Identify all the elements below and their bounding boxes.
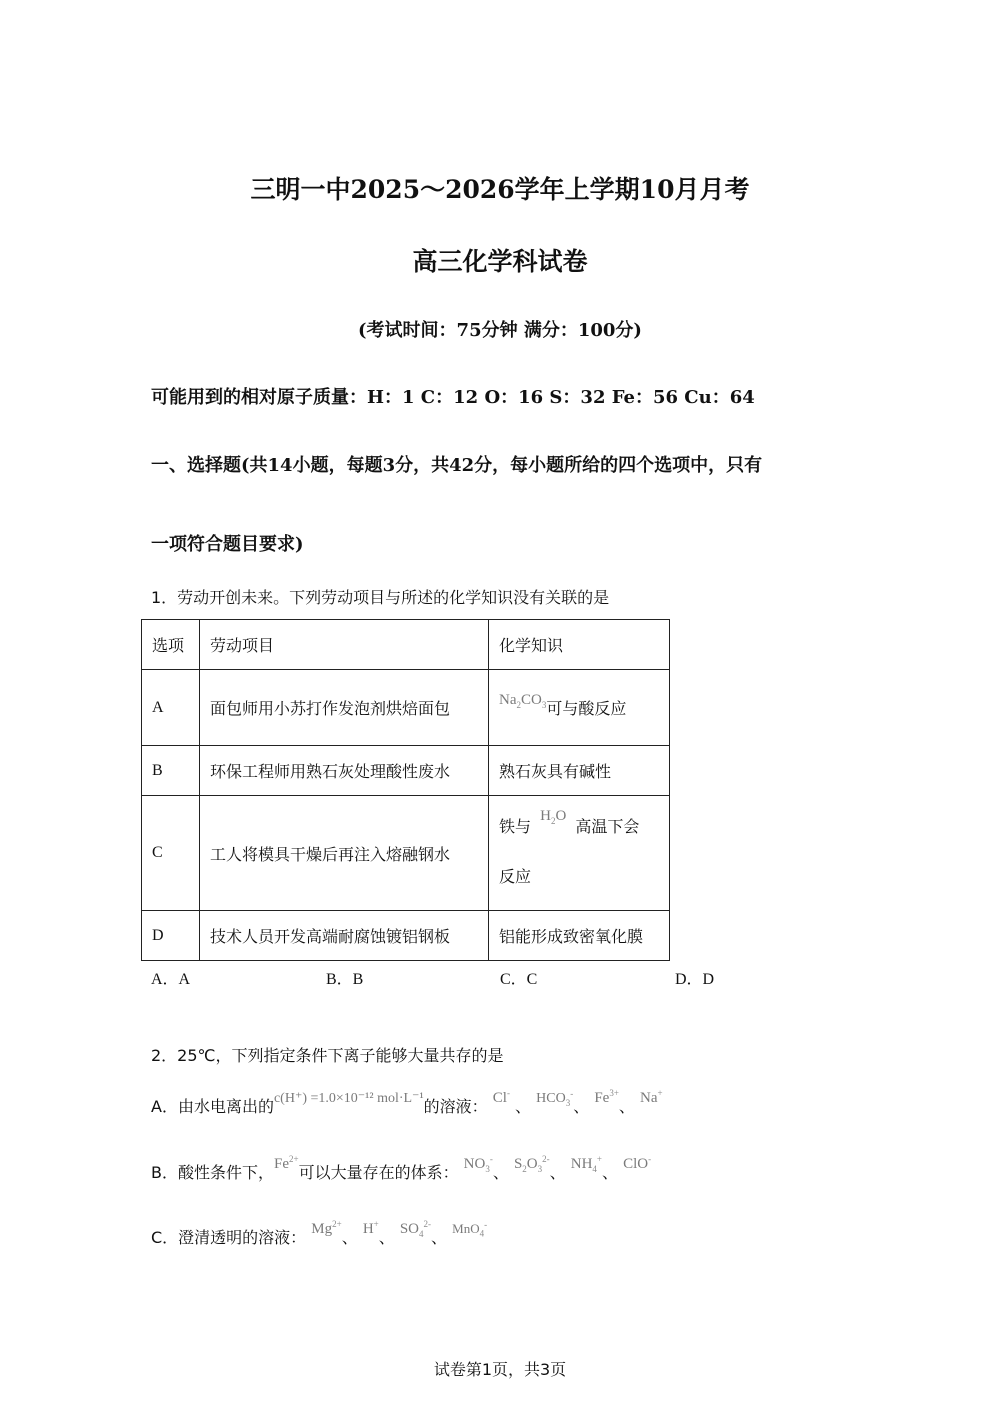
header-project: 劳动项目 (200, 620, 489, 670)
na2co3-formula: $Na_2CO_3$ (499, 691, 547, 710)
ion-s2o3: $S_2O_3^{2-}$ (513, 1154, 550, 1174)
section-heading-line2: 一项符合题目要求) (151, 534, 304, 555)
h-ion-concentration: c(H⁺) =1.0×10⁻¹² mol·L⁻¹ (273, 1091, 424, 1106)
q2-option-c[interactable]: C．澄清透明的溶液： $Mg^{2+}$、 H+、 $SO_4^{2-}$、 MnO$_4$- (151, 1219, 488, 1247)
row-knowledge: 熟石灰具有碱性 (489, 746, 670, 796)
table-row (142, 746, 670, 796)
q1-choice-a[interactable]: A．A (151, 971, 191, 988)
ion-no3: $NO_3^-$ (463, 1154, 493, 1174)
ion-fe3: $Fe^{3+}$ (594, 1088, 619, 1106)
ion-mno4: MnO$_4$- (452, 1219, 488, 1239)
q1-choice-c[interactable]: C．C (500, 971, 538, 988)
header-option: 选项 (142, 620, 200, 670)
ion-clo: ClO- (623, 1154, 652, 1172)
row-project: 环保工程师用熟石灰处理酸性废水 (200, 746, 489, 796)
ion-hco3: $HCO_3^-$ (536, 1088, 574, 1108)
row-option: B (142, 746, 200, 796)
table-row (142, 796, 670, 911)
q1-choice-d[interactable]: D．D (675, 971, 715, 988)
exam-info: (考试时间：75分钟 满分：100分) (358, 320, 642, 341)
q2-option-b[interactable]: B．酸性条件下，$Fe^{2+}$可以大量存在的体系： $NO_3^-$、 $S_2O_3^{2-}$、 $NH_4^+$、 ClO- (151, 1154, 652, 1182)
row-project: 技术人员开发高端耐腐蚀镀铝钢板 (200, 911, 489, 961)
q2-option-a[interactable]: A．由水电离出的c(H⁺) =1.0×10⁻¹² mol·L⁻¹的溶液： Cl- 、 $HCO_3^-$、 $Fe^{3+}$、 Na+ (151, 1088, 663, 1116)
ion-fe2: $Fe^{2+}$ (273, 1154, 299, 1172)
page-footer: 试卷第1页，共3页 (433, 1360, 567, 1379)
q2-stem: 2．25℃，下列指定条件下离子能够大量共存的是 (151, 1046, 504, 1065)
section-heading-line1: 一、选择题(共14小题，每题3分，共42分，每小题所给的四个选项中，只有 (151, 455, 763, 476)
ion-cl: Cl- (492, 1088, 510, 1106)
row-project: 面包师用小苏打作发泡剂烘焙面包 (200, 670, 489, 746)
ion-na: Na+ (640, 1088, 663, 1106)
row-project: 工人将模具干燥后再注入熔融钢水 (200, 796, 489, 911)
q1-choice-b[interactable]: B．B (326, 971, 364, 988)
ion-nh4: $NH_4^+$ (570, 1154, 602, 1174)
ion-h: H+ (362, 1219, 379, 1237)
table-header-row (142, 620, 670, 670)
exam-title: 三明一中2025～2026学年上学期10月月考 (250, 175, 750, 204)
row-option: A (142, 670, 200, 746)
atomic-masses: 可能用到的相对原子质量：H：1 C：12 O：16 S：32 Fe：56 Cu：64 (151, 387, 755, 408)
row-knowledge: 铝能形成致密氧化膜 (489, 911, 670, 961)
table-row (142, 670, 670, 746)
row-knowledge: $Na_2CO_3$可与酸反应 (489, 670, 670, 746)
table-row (142, 911, 670, 961)
ion-so4: $SO_4^{2-}$ (399, 1219, 432, 1239)
q1-table (141, 619, 670, 961)
ion-mg: $Mg^{2+}$ (311, 1219, 342, 1237)
row-knowledge: 铁与 $H_2O$ 高温下会 反应 (489, 796, 670, 911)
row-option: C (142, 796, 200, 911)
exam-subtitle: 高三化学科试卷 (412, 247, 588, 276)
q1-stem: 1．劳动开创未来。下列劳动项目与所述的化学知识没有关联的是 (151, 588, 610, 607)
h2o-formula: $H_2O$ (540, 808, 567, 826)
row-option: D (142, 911, 200, 961)
header-knowledge: 化学知识 (489, 620, 670, 670)
